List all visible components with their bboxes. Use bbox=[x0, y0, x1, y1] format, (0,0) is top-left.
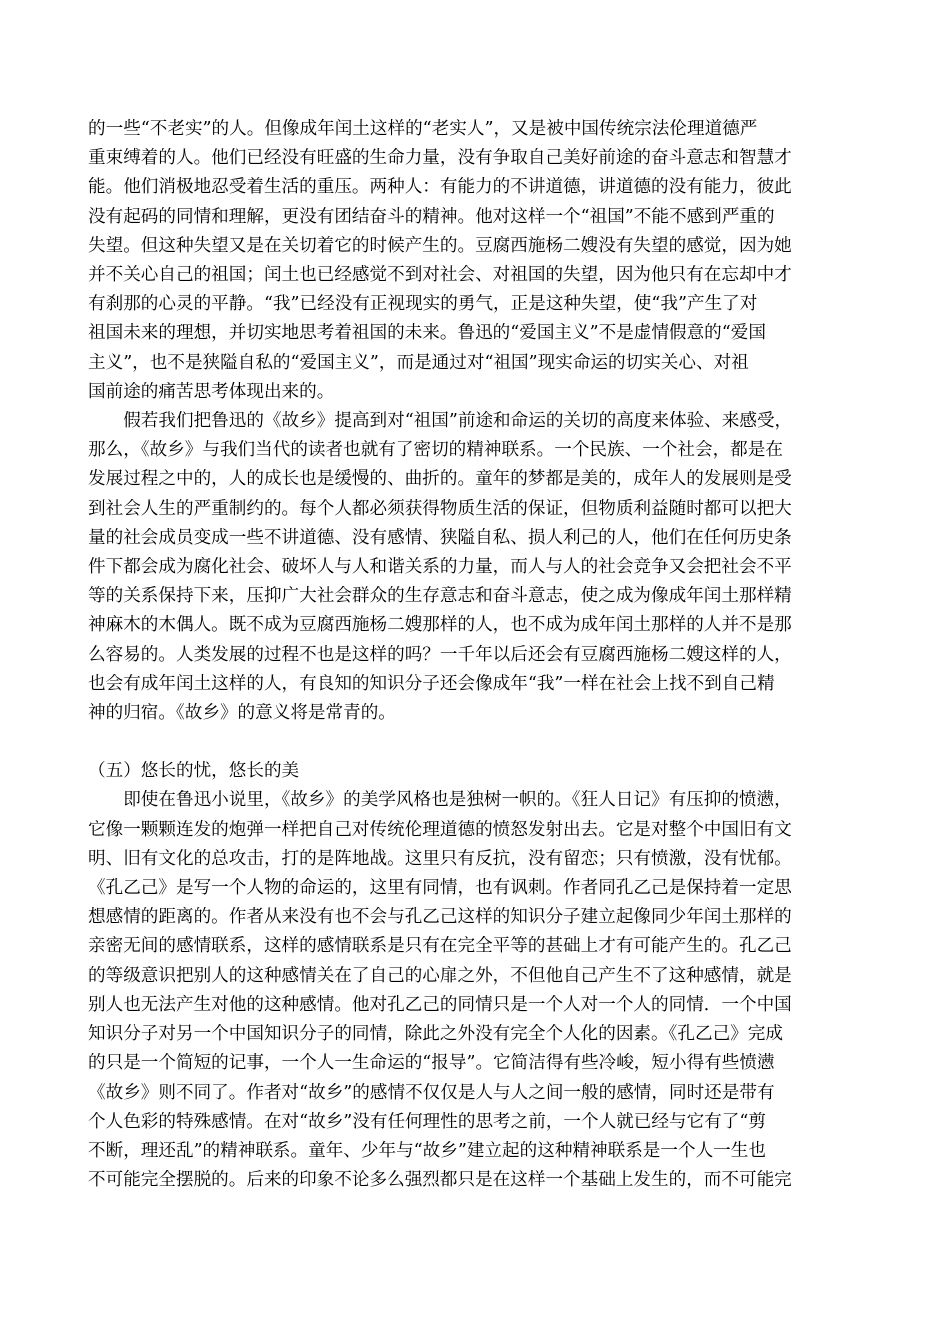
body-paragraph-3: 即使在鲁迅小说里，《故乡》的美学风格也是独树一帜的。《狂人日记》有压抑的愤懑， 它像一颗颗连发的炮弹一样把自己对传统伦理道德的愤怒发射出去。它是对整个中国旧有文 明、旧有文化的总攻击，打的是阵地战。这里只有反抗，没有留恋；只有愤激，没有忧郁。 《孔乙己》是写一个人物的命运的，这里有同情，也有讽刺。作者同孔乙己是保持着一定思 想感情的距离的。作者从来没有也不会与孔乙己这样的知识分子建立起像同少年闰土那样的 亲密无间的感情联系，这样的感情联系是只有在完全平等的甚础上才有可能产生的。孔乙己 的等级意识把别人的这种感情关在了自己的心扉之外，不但他自己产生不了这种感情，就是 别人也无法产生对他的这种感情。他对孔乙己的同情只是一个人对一个人的同情．一个中国 知识分子对另一个中国知识分子的同情，除此之外没有完全个人化的因素。《孔乙己》完成 的只是一个简短的记事，一个人一生命运的“报导”。它简洁得有些冷峻，短小得有些愤懑 《故乡》则不同了。作者对“故乡”的感情不仅仅是人与人之间一般的感情，同时还是带有 个人色彩的特殊感情。在对“故乡”没有任何理性的思考之前，一个人就已经与它有了“剪 不断，理还乱”的精神联系。童年、少年与“故乡”建立起的这种精神联系是一个人一生也 不可能完全摆脱的。后来的印象不论多么强烈都只是在这样一个基础上发生的，而不可能完 bbox=[88, 790, 792, 1191]
body-paragraph-1: 的一些“不老实”的人。但像成年闰土这样的“老实人”，又是被中国传统宗法伦理道德严 重束缚着的人。他们已经没有旺盛的生命力量，没有争取自己美好前途的奋斗意志和智慧才 能。他们消极地忍受着生活的重压。两种人：有能力的不讲道德，讲道德的没有能力，彼此 没有起码的同情和理解，更没有团结奋斗的精神。他对这样一个“祖国”不能不感到严重的 失望。但这种失望又是在关切着它的时候产生的。豆腐西施杨二嫂没有失望的感觉，因为她 并不关心自己的祖国；闰土也已经感觉不到对社会、对祖国的失望，因为他只有在忘却中才 有刹那的心灵的平静。“我”已经没有正视现实的勇气，正是这种失望，使“我”产生了对 祖国未来的理想，并切实地思考着祖国的未来。鲁迅的“爱国主义”不是虚情假意的“爱国 主义”，也不是狭隘自私的“爱国主义”，而是通过对“祖国”现实命运的切实关心、对祖 国前途的痛苦思考体现出来的。 bbox=[88, 119, 792, 402]
body-paragraph-2: 假若我们把鲁迅的《故乡》提高到对“祖国”前途和命运的关切的高度来体验、来感受， 那么，《故乡》与我们当代的读者也就有了密切的精神联系。一个民族、一个社会，都是在 发展过程之中的，人的成长也是缓慢的、曲折的。童年的梦都是美的，成年人的发展则是受 到社会人生的严重制约的。每个人都必须获得物质生活的保证，但物质利益随时都可以把大 量的社会成员变成一些不讲道德、没有感情、狭隘自私、损人利己的人，他们在任何历史条 件下都会成为腐化社会、破坏人与人和谐关系的力量，而人与人的社会竞争又会把社会不平 等的关系保持下来，压抑广大社会群众的生存意志和奋斗意志，使之成为像成年闰土那样精 神麻木的木偶人。既不成为豆腐西施杨二嫂那样的人，也不成为成年闰土那样的人并不是那 么容易的。人类发展的过程不也是这样的吗？一千年以后还会有豆腐西施杨二嫂这样的人， 也会有成年闰土这样的人，有良知的知识分子还会像成年“我”一样在社会上找不到自己精 神的归宿。《故乡》的意义将是常青的。 bbox=[88, 411, 793, 724]
document-page bbox=[88, 115, 874, 1195]
section-heading: （五）悠长的忧，悠长的美 bbox=[88, 761, 300, 782]
